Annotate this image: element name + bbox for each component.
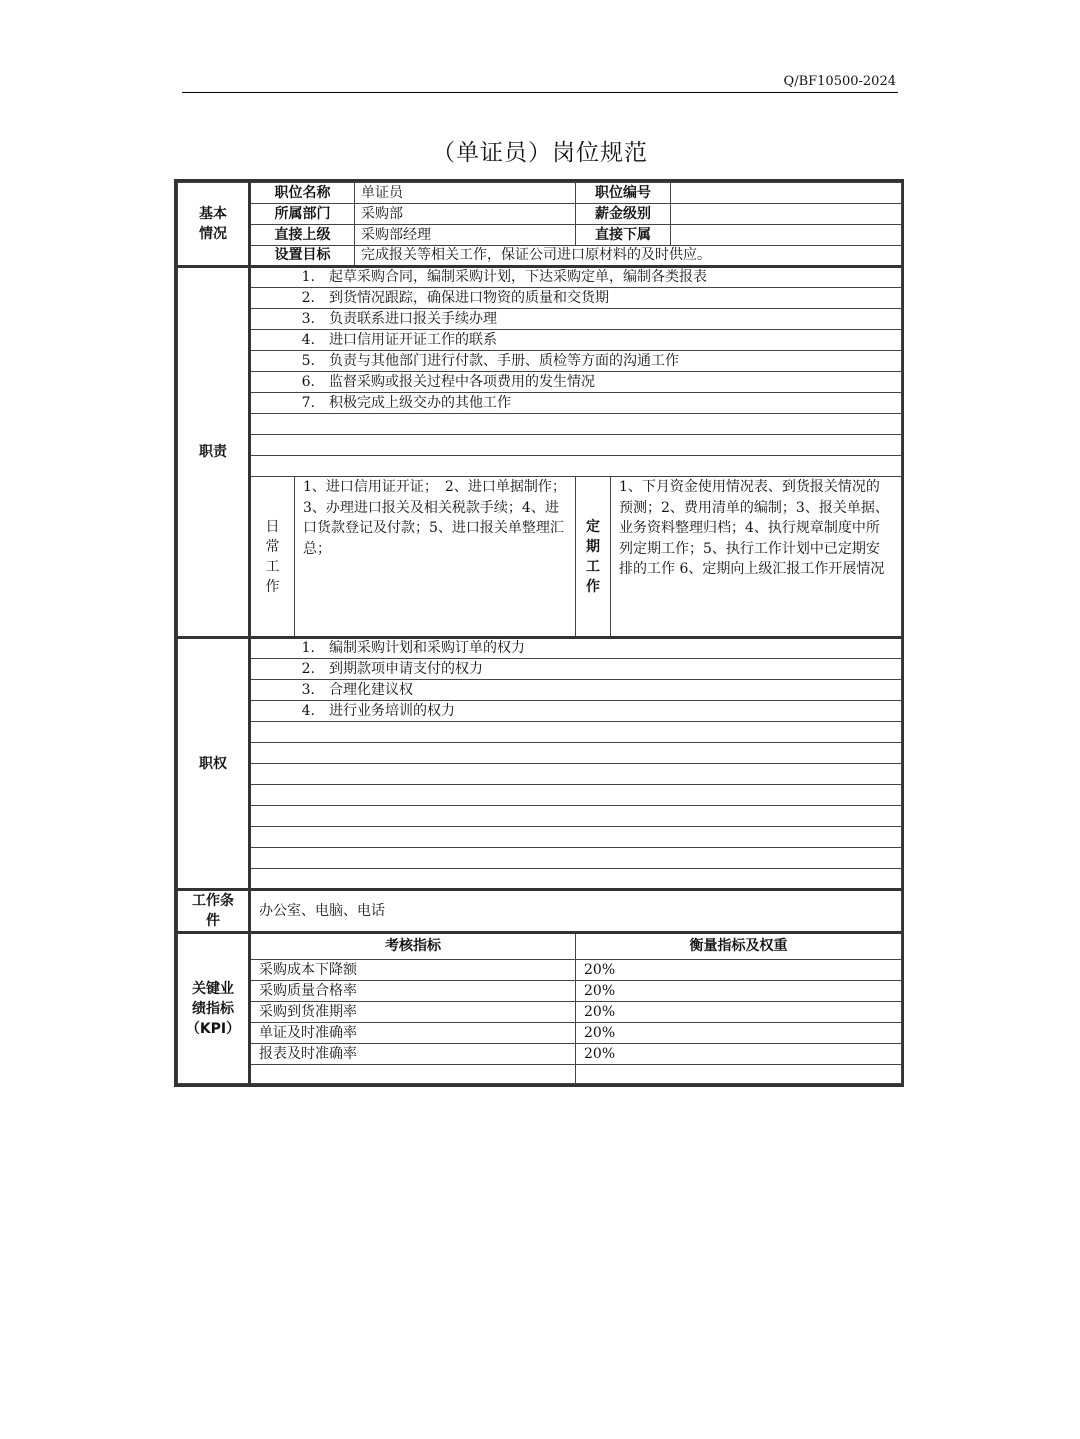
authority-item: 1. 编制采购计划和采购订单的权力 bbox=[250, 638, 902, 659]
kpi-weight: 20% bbox=[576, 1002, 902, 1023]
work-row bbox=[178, 477, 902, 638]
empty-cell bbox=[250, 764, 902, 785]
basic-row-4 bbox=[178, 246, 902, 267]
kpi-name: 采购成本下降额 bbox=[250, 960, 576, 981]
dept-value: 采购部 bbox=[355, 204, 576, 225]
authority-item: 2. 到期款项申请支付的权力 bbox=[250, 659, 902, 680]
header-rule bbox=[182, 92, 898, 93]
salary-value bbox=[671, 204, 902, 225]
job-spec-table-frame bbox=[174, 179, 904, 1087]
daily-work-label: 日 常 工 作 bbox=[250, 477, 295, 638]
kpi-weight: 20% bbox=[576, 960, 902, 981]
goal-value: 完成报关等相关工作，保证公司进口原材料的及时供应。 bbox=[355, 246, 902, 267]
authority-row bbox=[178, 680, 902, 701]
authority-item: 3. 合理化建议权 bbox=[250, 680, 902, 701]
superior-value: 采购部经理 bbox=[355, 225, 576, 246]
duty-row bbox=[178, 267, 902, 288]
kpi-col-indicator: 考核指标 bbox=[250, 933, 576, 960]
empty-cell bbox=[250, 806, 902, 827]
empty-cell bbox=[250, 848, 902, 869]
duty-item: 7. 积极完成上级交办的其他工作 bbox=[250, 393, 902, 414]
conditions-value: 办公室、电脑、电话 bbox=[250, 890, 902, 933]
section-kpi: 关键业 绩指标 （KPI） bbox=[178, 933, 250, 1084]
authority-row-empty bbox=[178, 848, 902, 869]
duty-row-empty bbox=[178, 414, 902, 435]
periodic-work-text: 1、下月资金使用情况表、到货报关情况的预测；2、费用清单的编制；3、报关单据、业务资料整理归档；4、执行规章制度中所列定期工作；5、执行工作计划中已定期安排的工作 6、定期向上级汇报工作开展情况 bbox=[611, 477, 902, 638]
duty-row bbox=[178, 309, 902, 330]
authority-row-empty bbox=[178, 764, 902, 785]
section-conditions: 工作条 件 bbox=[178, 890, 250, 933]
section-authority: 职权 bbox=[178, 638, 250, 890]
duty-item: 1. 起草采购合同，编制采购计划，下达采购定单，编制各类报表 bbox=[250, 267, 902, 288]
authority-row bbox=[178, 659, 902, 680]
duty-item: 2. 到货情况跟踪，确保进口物资的质量和交货期 bbox=[250, 288, 902, 309]
kpi-col-weight: 衡量指标及权重 bbox=[576, 933, 902, 960]
conditions-row bbox=[178, 890, 902, 933]
empty-cell bbox=[250, 869, 902, 890]
empty-cell bbox=[250, 743, 902, 764]
subordinate-label: 直接下属 bbox=[576, 225, 671, 246]
duty-item: 3. 负责联系进口报关手续办理 bbox=[250, 309, 902, 330]
empty-cell bbox=[250, 785, 902, 806]
kpi-row-empty bbox=[178, 1065, 902, 1084]
kpi-header-row bbox=[178, 933, 902, 960]
empty-cell bbox=[250, 456, 902, 477]
empty-cell bbox=[250, 435, 902, 456]
goal-label: 设置目标 bbox=[250, 246, 355, 267]
authority-row-empty bbox=[178, 827, 902, 848]
salary-label: 薪金级别 bbox=[576, 204, 671, 225]
authority-row-empty bbox=[178, 806, 902, 827]
pos-no-value bbox=[671, 183, 902, 204]
authority-row-empty bbox=[178, 743, 902, 764]
authority-item: 4. 进行业务培训的权力 bbox=[250, 701, 902, 722]
kpi-row bbox=[178, 960, 902, 981]
job-spec-table bbox=[177, 182, 902, 1084]
duty-item: 4. 进口信用证开证工作的联系 bbox=[250, 330, 902, 351]
kpi-name: 采购质量合格率 bbox=[250, 981, 576, 1002]
document-code: Q/BF10500-2024 bbox=[783, 74, 896, 89]
kpi-weight: 20% bbox=[576, 981, 902, 1002]
duty-item: 6. 监督采购或报关过程中各项费用的发生情况 bbox=[250, 372, 902, 393]
page-title: （单证员）岗位规范 bbox=[432, 140, 648, 166]
kpi-weight: 20% bbox=[576, 1044, 902, 1065]
duty-row-empty bbox=[178, 456, 902, 477]
daily-work-text: 1、进口信用证开证； 2、进口单据制作；3、办理进口报关及相关税款手续；4、进口货款登记及付款；5、进口报关单整理汇总； bbox=[295, 477, 576, 638]
authority-row bbox=[178, 638, 902, 659]
basic-row-2 bbox=[178, 204, 902, 225]
superior-label: 直接上级 bbox=[250, 225, 355, 246]
pos-name-label: 职位名称 bbox=[250, 183, 355, 204]
authority-row-empty bbox=[178, 722, 902, 743]
pos-no-label: 职位编号 bbox=[576, 183, 671, 204]
duty-row bbox=[178, 351, 902, 372]
periodic-work-label: 定 期 工 作 bbox=[576, 477, 611, 638]
basic-row-3 bbox=[178, 225, 902, 246]
kpi-weight: 20% bbox=[576, 1023, 902, 1044]
duty-row bbox=[178, 372, 902, 393]
empty-cell bbox=[576, 1065, 902, 1084]
pos-name-value: 单证员 bbox=[355, 183, 576, 204]
authority-row-empty bbox=[178, 869, 902, 890]
kpi-row bbox=[178, 981, 902, 1002]
empty-cell bbox=[250, 827, 902, 848]
authority-row-empty bbox=[178, 785, 902, 806]
duty-row-empty bbox=[178, 435, 902, 456]
kpi-name: 单证及时准确率 bbox=[250, 1023, 576, 1044]
kpi-name: 报表及时准确率 bbox=[250, 1044, 576, 1065]
basic-row-1 bbox=[178, 183, 902, 204]
kpi-row bbox=[178, 1044, 902, 1065]
kpi-row bbox=[178, 1002, 902, 1023]
duty-row bbox=[178, 330, 902, 351]
duty-row bbox=[178, 288, 902, 309]
subordinate-value bbox=[671, 225, 902, 246]
empty-cell bbox=[250, 414, 902, 435]
authority-row bbox=[178, 701, 902, 722]
duty-row bbox=[178, 393, 902, 414]
duty-item: 5. 负责与其他部门进行付款、手册、质检等方面的沟通工作 bbox=[250, 351, 902, 372]
empty-cell bbox=[250, 1065, 576, 1084]
kpi-name: 采购到货准期率 bbox=[250, 1002, 576, 1023]
section-basic: 基本 情况 bbox=[178, 183, 250, 267]
empty-cell bbox=[250, 722, 902, 743]
dept-label: 所属部门 bbox=[250, 204, 355, 225]
kpi-row bbox=[178, 1023, 902, 1044]
section-duties: 职责 bbox=[178, 267, 250, 638]
